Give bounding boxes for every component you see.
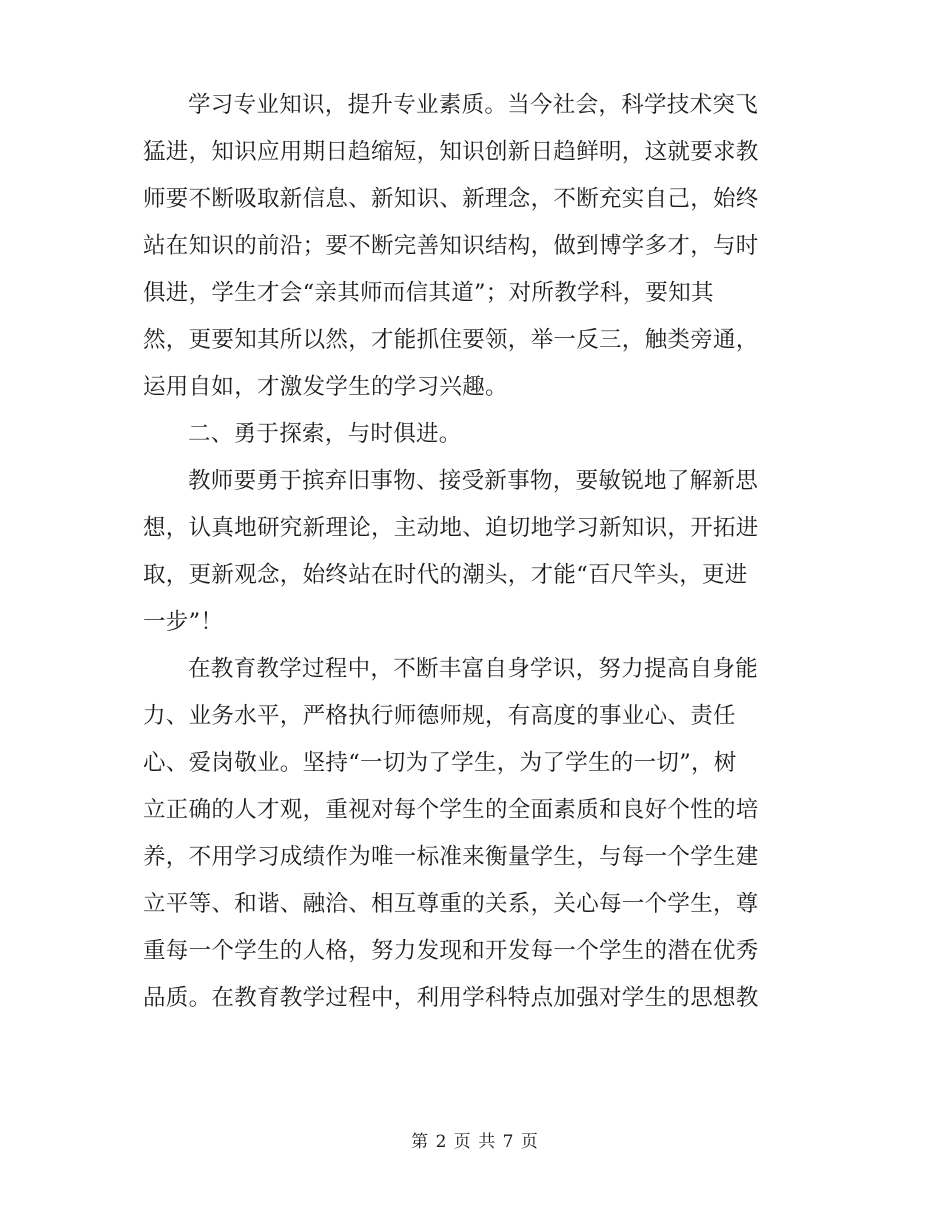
text-line: 运用自如，才激发学生的学习兴趣。 [143, 374, 508, 400]
text-line: 养，不用学习成绩作为唯一标准来衡量学生，与每一个学生建 [143, 844, 759, 870]
text-line: 站在知识的前沿；要不断完善知识结构，做到博学多才，与时 [143, 233, 759, 259]
text-line: 取，更新观念，始终站在时代的潮头，才能“百尺竿头，更进 [143, 562, 748, 588]
text-line: 学习专业知识，提升专业素质。当今社会，科学技术突飞 [188, 92, 759, 118]
page-number-footer: 第 2 页 共 7 页 [411, 1132, 539, 1152]
text-line: 立正确的人才观，重视对每个学生的全面素质和良好个性的培 [143, 797, 759, 823]
text-line: 然，更要知其所以然，才能抓住要领，举一反三，触类旁通， [143, 327, 759, 353]
document-body [143, 82, 823, 1022]
text-line: 心、爱岗敬业。坚持“一切为了学生，为了学生的一切”，树 [143, 750, 737, 776]
text-line: 想，认真地研究新理论，主动地、迫切地学习新知识，开拓进 [143, 515, 759, 541]
text-line: 师要不断吸取新信息、新知识、新理念，不断充实自己，始终 [143, 186, 759, 212]
text-line: 教师要勇于摈弃旧事物、接受新事物，要敏锐地了解新思 [188, 468, 759, 494]
text-line: 重每一个学生的人格，努力发现和开发每一个学生的潜在优秀 [143, 938, 759, 964]
text-line: 力、业务水平，严格执行师德师规，有高度的事业心、责任 [143, 703, 736, 729]
text-line: 俱进，学生才会“亲其师而信其道”；对所教学科，要知其 [143, 280, 714, 306]
text-line: 一步”！ [143, 609, 224, 635]
text-line: 猛进，知识应用期日趋缩短，知识创新日趋鲜明，这就要求教 [143, 139, 759, 165]
text-line: 品质。在教育教学过程中，利用学科特点加强对学生的思想教 [143, 985, 759, 1011]
text-line: 在教育教学过程中，不断丰富自身学识，努力提高自身能 [188, 656, 759, 682]
section-heading: 二、勇于探索，与时俱进。 [188, 421, 462, 447]
text-line: 立平等、和谐、融洽、相互尊重的关系，关心每一个学生，尊 [143, 891, 759, 917]
